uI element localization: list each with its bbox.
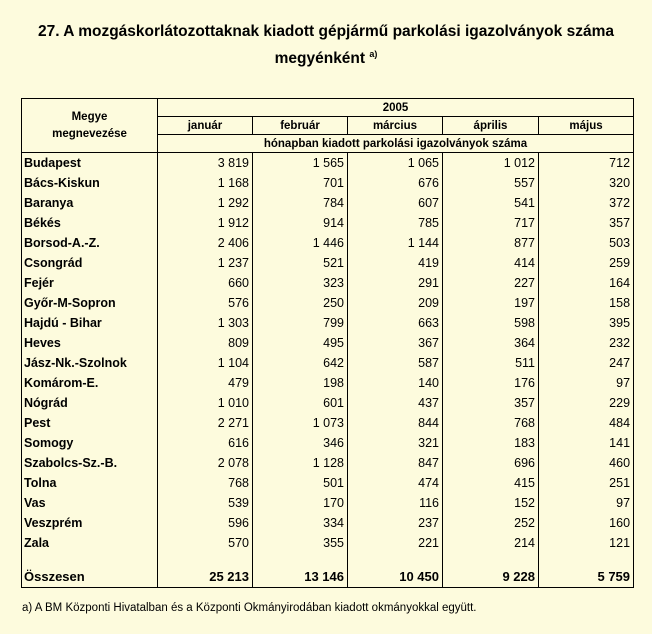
- value-cell: 198: [253, 373, 348, 393]
- value-cell: 227: [443, 273, 539, 293]
- value-cell: 503: [539, 233, 634, 253]
- table-row: [22, 393, 634, 413]
- table-row: [22, 293, 634, 313]
- table-body: [22, 153, 634, 588]
- value-cell: 250: [253, 293, 348, 313]
- value-cell: 785: [348, 213, 443, 233]
- value-cell: 419: [348, 253, 443, 273]
- table-title: [0, 20, 652, 70]
- value-cell: 479: [158, 373, 253, 393]
- county-header-line-2: megnevezése: [52, 127, 127, 140]
- table-row: [22, 193, 634, 213]
- table-header: [22, 99, 634, 153]
- table-row: [22, 233, 634, 253]
- value-cell: 334: [253, 513, 348, 533]
- value-cell: 10 450: [348, 565, 443, 588]
- table-row: [22, 373, 634, 393]
- value-cell: 768: [443, 413, 539, 433]
- value-cell: 844: [348, 413, 443, 433]
- value-cell: 557: [443, 173, 539, 193]
- value-cell: 141: [539, 433, 634, 453]
- value-cell: 183: [443, 433, 539, 453]
- county-header-line-1: Megye: [71, 110, 108, 123]
- value-cell: 2 406: [158, 233, 253, 253]
- value-cell: 25 213: [158, 565, 253, 588]
- table-row: [22, 153, 634, 174]
- county-name: Összesen: [22, 565, 158, 588]
- month-header: március: [348, 117, 443, 135]
- spacer-cell: [253, 553, 348, 565]
- value-cell: 1 010: [158, 393, 253, 413]
- table-row: [22, 353, 634, 373]
- county-name: Vas: [22, 493, 158, 513]
- value-cell: 696: [443, 453, 539, 473]
- county-name: Komárom-E.: [22, 373, 158, 393]
- county-name: Borsod-A.-Z.: [22, 233, 158, 253]
- value-cell: 1 303: [158, 313, 253, 333]
- value-cell: 121: [539, 533, 634, 553]
- month-header: május: [539, 117, 634, 135]
- spacer-cell: [348, 553, 443, 565]
- county-name: Budapest: [22, 153, 158, 174]
- value-cell: 321: [348, 433, 443, 453]
- county-name: Fejér: [22, 273, 158, 293]
- table-row: [22, 333, 634, 353]
- value-cell: 511: [443, 353, 539, 373]
- value-cell: 1 144: [348, 233, 443, 253]
- value-cell: 784: [253, 193, 348, 213]
- table-row: [22, 513, 634, 533]
- county-name: Szabolcs-Sz.-B.: [22, 453, 158, 473]
- footnote: a) A BM Központi Hivatalban és a Központi Okmányirodában kiadott okmányokkal együtt.: [22, 602, 477, 614]
- table-row: [22, 433, 634, 453]
- parking-permits-table: [21, 98, 634, 588]
- value-cell: 170: [253, 493, 348, 513]
- value-cell: 676: [348, 173, 443, 193]
- month-header: április: [443, 117, 539, 135]
- value-cell: 1 128: [253, 453, 348, 473]
- value-cell: 587: [348, 353, 443, 373]
- value-cell: 197: [443, 293, 539, 313]
- county-name: Csongrád: [22, 253, 158, 273]
- value-cell: 259: [539, 253, 634, 273]
- value-cell: 414: [443, 253, 539, 273]
- table-row: [22, 493, 634, 513]
- value-cell: 712: [539, 153, 634, 174]
- value-cell: 372: [539, 193, 634, 213]
- year-header: 2005: [158, 99, 634, 117]
- value-cell: 1 237: [158, 253, 253, 273]
- value-cell: 5 759: [539, 565, 634, 588]
- value-cell: 717: [443, 213, 539, 233]
- value-cell: 209: [348, 293, 443, 313]
- table-row: [22, 453, 634, 473]
- value-cell: 495: [253, 333, 348, 353]
- county-name: Pest: [22, 413, 158, 433]
- value-cell: 847: [348, 453, 443, 473]
- county-name: Baranya: [22, 193, 158, 213]
- value-cell: 460: [539, 453, 634, 473]
- value-cell: 1 073: [253, 413, 348, 433]
- county-name: Veszprém: [22, 513, 158, 533]
- value-cell: 660: [158, 273, 253, 293]
- county-name: Somogy: [22, 433, 158, 453]
- value-cell: 521: [253, 253, 348, 273]
- value-cell: 877: [443, 233, 539, 253]
- unit-header: hónapban kiadott parkolási igazolványok száma: [158, 135, 634, 153]
- value-cell: 2 078: [158, 453, 253, 473]
- spacer-cell: [158, 553, 253, 565]
- value-cell: 484: [539, 413, 634, 433]
- value-cell: 474: [348, 473, 443, 493]
- value-cell: 2 271: [158, 413, 253, 433]
- value-cell: 13 146: [253, 565, 348, 588]
- value-cell: 97: [539, 373, 634, 393]
- value-cell: 229: [539, 393, 634, 413]
- value-cell: 158: [539, 293, 634, 313]
- month-header: január: [158, 117, 253, 135]
- value-cell: 221: [348, 533, 443, 553]
- value-cell: 357: [539, 213, 634, 233]
- county-name: Tolna: [22, 473, 158, 493]
- table-row: [22, 173, 634, 193]
- value-cell: 164: [539, 273, 634, 293]
- value-cell: 346: [253, 433, 348, 453]
- county-name: Hajdú - Bihar: [22, 313, 158, 333]
- county-name: Nógrád: [22, 393, 158, 413]
- value-cell: 1 292: [158, 193, 253, 213]
- county-name: Jász-Nk.-Szolnok: [22, 353, 158, 373]
- value-cell: 1 012: [443, 153, 539, 174]
- value-cell: 357: [443, 393, 539, 413]
- value-cell: 596: [158, 513, 253, 533]
- spacer-cell: [443, 553, 539, 565]
- value-cell: 1 446: [253, 233, 348, 253]
- county-name: Bács-Kiskun: [22, 173, 158, 193]
- value-cell: 642: [253, 353, 348, 373]
- value-cell: 152: [443, 493, 539, 513]
- value-cell: 799: [253, 313, 348, 333]
- value-cell: 914: [253, 213, 348, 233]
- table-row: [22, 313, 634, 333]
- table-row: [22, 273, 634, 293]
- spacer-cell: [539, 553, 634, 565]
- value-cell: 601: [253, 393, 348, 413]
- value-cell: 663: [348, 313, 443, 333]
- value-cell: 501: [253, 473, 348, 493]
- table-row: [22, 413, 634, 433]
- value-cell: 1 168: [158, 173, 253, 193]
- value-cell: 570: [158, 533, 253, 553]
- county-name: Zala: [22, 533, 158, 553]
- value-cell: 140: [348, 373, 443, 393]
- county-header: [22, 99, 158, 153]
- value-cell: 9 228: [443, 565, 539, 588]
- value-cell: 576: [158, 293, 253, 313]
- value-cell: 607: [348, 193, 443, 213]
- value-cell: 1 104: [158, 353, 253, 373]
- county-name: Heves: [22, 333, 158, 353]
- value-cell: 701: [253, 173, 348, 193]
- table-row: [22, 533, 634, 553]
- title-footnote-marker: a): [369, 49, 378, 59]
- value-cell: 1 565: [253, 153, 348, 174]
- value-cell: 1 912: [158, 213, 253, 233]
- value-cell: 768: [158, 473, 253, 493]
- value-cell: 251: [539, 473, 634, 493]
- value-cell: 395: [539, 313, 634, 333]
- value-cell: 97: [539, 493, 634, 513]
- value-cell: 437: [348, 393, 443, 413]
- spacer-row: [22, 553, 634, 565]
- value-cell: 598: [443, 313, 539, 333]
- title-line-2: [0, 43, 652, 70]
- value-cell: 809: [158, 333, 253, 353]
- county-name: Győr-M-Sopron: [22, 293, 158, 313]
- table-row: [22, 473, 634, 493]
- value-cell: 1 065: [348, 153, 443, 174]
- value-cell: 3 819: [158, 153, 253, 174]
- value-cell: 367: [348, 333, 443, 353]
- value-cell: 323: [253, 273, 348, 293]
- value-cell: 541: [443, 193, 539, 213]
- title-line-1: 27. A mozgáskorlátozottaknak kiadott gépjármű parkolási igazolványok száma: [38, 23, 614, 40]
- value-cell: 291: [348, 273, 443, 293]
- value-cell: 320: [539, 173, 634, 193]
- value-cell: 232: [539, 333, 634, 353]
- county-name: Békés: [22, 213, 158, 233]
- value-cell: 214: [443, 533, 539, 553]
- value-cell: 364: [443, 333, 539, 353]
- value-cell: 160: [539, 513, 634, 533]
- value-cell: 252: [443, 513, 539, 533]
- spacer-cell: [22, 553, 158, 565]
- total-row: [22, 565, 634, 588]
- month-header: február: [253, 117, 348, 135]
- value-cell: 247: [539, 353, 634, 373]
- table-row: [22, 213, 634, 233]
- value-cell: 237: [348, 513, 443, 533]
- value-cell: 116: [348, 493, 443, 513]
- value-cell: 539: [158, 493, 253, 513]
- value-cell: 616: [158, 433, 253, 453]
- value-cell: 355: [253, 533, 348, 553]
- title-line-2-text: megyénként: [274, 50, 366, 67]
- value-cell: 415: [443, 473, 539, 493]
- table-row: [22, 253, 634, 273]
- value-cell: 176: [443, 373, 539, 393]
